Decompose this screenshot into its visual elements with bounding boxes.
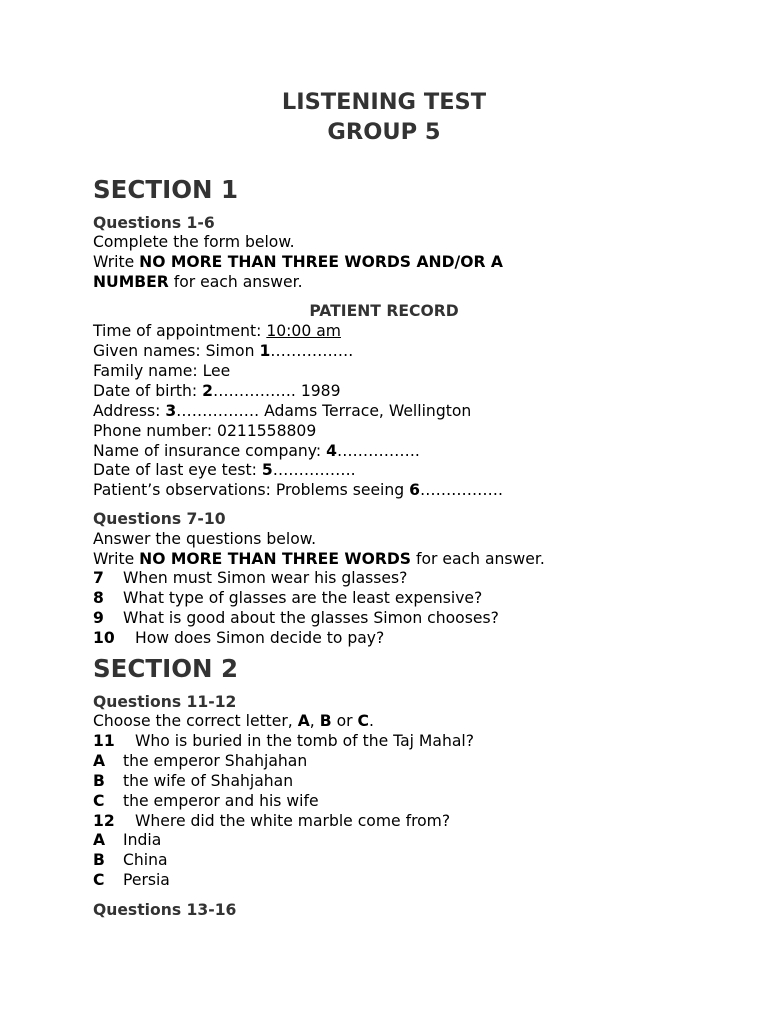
field-phone: Phone number: 0211558809 [93,422,317,440]
option-item: C Persia [93,871,170,889]
field-last-eye-test: Date of last eye test: 5……………. [93,461,356,479]
question-12: 12 Where did the white marble come from? [93,812,451,830]
instruction-word-limit: Write NO MORE THAN THREE WORDS AND/OR A [93,253,503,271]
question-item: 9 What is good about the glasses Simon chooses? [93,609,499,627]
field-date-of-birth: Date of birth: 2……………. 1989 [93,382,341,400]
questions-13-16-heading: Questions 13-16 [93,901,237,919]
question-item: 7 When must Simon wear his glasses? [93,569,408,587]
option-item: B China [93,851,168,869]
patient-record-heading: PATIENT RECORD [309,302,459,320]
field-insurance: Name of insurance company: 4……………. [93,442,420,460]
questions-1-6-heading: Questions 1-6 [93,214,215,232]
field-appointment: Time of appointment: 10:00 am [93,322,341,340]
question-item: 8 What type of glasses are the least expensive? [93,589,483,607]
questions-11-12-heading: Questions 11-12 [93,693,237,711]
section-1-heading: SECTION 1 [93,175,239,204]
field-family-name: Family name: Lee [93,362,231,380]
instruction-answer-questions: Answer the questions below. [93,530,317,548]
option-item: A the emperor Shahjahan [93,752,308,770]
question-11: 11 Who is buried in the tomb of the Taj Mahal? [93,732,474,750]
instruction-choose-letter: Choose the correct letter, A, B or C. [93,712,374,730]
field-given-names: Given names: Simon 1……………. [93,342,354,360]
option-item: C the emperor and his wife [93,792,319,810]
instruction-word-limit-2: Write NO MORE THAN THREE WORDS for each answer. [93,550,545,568]
test-title: LISTENING TEST [281,89,487,115]
field-address: Address: 3……………. Adams Terrace, Wellington [93,402,472,420]
instruction-complete-form: Complete the form below. [93,233,295,251]
question-item: 10 How does Simon decide to pay? [93,629,385,647]
option-item: A India [93,831,162,849]
test-group: GROUP 5 [327,119,441,145]
instruction-word-limit-cont: NUMBER for each answer. [93,273,303,291]
option-item: B the wife of Shahjahan [93,772,294,790]
questions-7-10-heading: Questions 7-10 [93,510,226,528]
field-observations: Patient’s observations: Problems seeing 6……………. [93,481,503,499]
section-2-heading: SECTION 2 [93,654,239,683]
